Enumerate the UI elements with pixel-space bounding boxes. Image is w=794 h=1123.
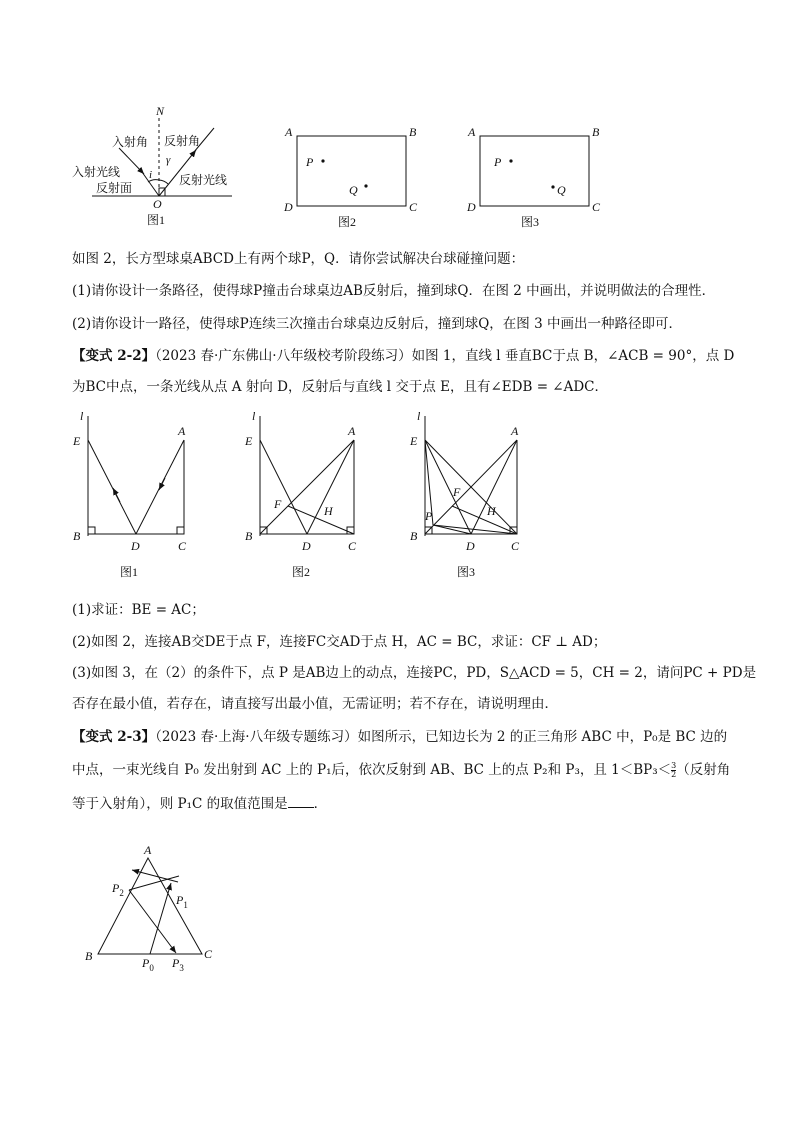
segment-AD xyxy=(307,440,354,534)
variant-2-3-line2-tail: （反射角 xyxy=(676,762,731,778)
segment-DE xyxy=(260,440,307,534)
segment-FC xyxy=(452,506,517,534)
right-angle-B xyxy=(88,527,95,534)
label-B: B xyxy=(73,529,81,543)
label-i: i xyxy=(149,169,153,181)
ray-P2-extra xyxy=(129,876,179,890)
ball-Q xyxy=(551,185,554,188)
part-2: (2)如图 2，连接AB交DE于点 F，连接FC交AD于点 H，AC = BC，求证：CF ⊥ AD； xyxy=(72,634,607,650)
caption-fig1: 图1 xyxy=(120,565,139,579)
arrow-AD xyxy=(159,478,165,490)
variant-2-2-line2: 为BC中点，一条光线从点 A 射向 D，反射后与直线 l 交于点 E，且有∠EDB = ∠ADC． xyxy=(72,379,609,395)
label-C: C xyxy=(348,539,357,553)
right-angle-C xyxy=(177,527,184,534)
ball-P xyxy=(509,159,512,162)
label-P: P xyxy=(306,155,314,169)
fraction-numerator: 3 xyxy=(671,761,677,770)
label-P1-P: P xyxy=(176,893,184,907)
label-H: H xyxy=(487,504,496,518)
fraction-denominator: 2 xyxy=(671,770,677,779)
label-B: B xyxy=(85,949,93,963)
label-P3-sub: 3 xyxy=(179,963,184,973)
reflection-figure-1 xyxy=(64,100,244,230)
label-A: A xyxy=(144,843,152,857)
label-E: E xyxy=(73,434,81,448)
label-F: F xyxy=(274,497,282,511)
label-l: l xyxy=(417,409,421,423)
label-P1-sub: 1 xyxy=(183,900,188,910)
label-C: C xyxy=(511,539,520,553)
label-P0 xyxy=(141,956,154,973)
arrow-DE xyxy=(113,488,120,502)
geometry-figure-1 xyxy=(68,408,198,580)
label-reflect-ray: 反射光线 xyxy=(179,173,228,187)
billiard-figure-2 xyxy=(280,124,430,230)
variant-2-3-line3 xyxy=(72,794,327,814)
incident-ray xyxy=(119,148,144,174)
label-l: l xyxy=(252,409,256,423)
label-C: C xyxy=(592,200,601,214)
table-rect xyxy=(480,136,589,206)
variant-2-3-line2 xyxy=(72,760,730,780)
segment-PD xyxy=(433,525,471,534)
caption-fig2: 图2 xyxy=(338,215,357,229)
segment-AD xyxy=(471,440,517,534)
caption-fig2: 图2 xyxy=(292,565,311,579)
label-Q: Q xyxy=(349,183,358,197)
label-B: B xyxy=(245,529,253,543)
variant-2-3-line1 xyxy=(72,727,727,747)
label-P: P xyxy=(425,509,433,523)
ray-DE xyxy=(88,440,136,534)
label-D: D xyxy=(131,539,140,553)
part-3-line2: 否存在最小值，若存在，请直接写出最小值，无需证明；若不存在，请说明理由． xyxy=(72,696,558,712)
label-surface: 反射面 xyxy=(96,181,133,195)
label-P3-P: P xyxy=(172,956,180,970)
label-D: D xyxy=(284,200,293,214)
label-O: O xyxy=(153,197,162,211)
label-P2-P: P xyxy=(112,881,120,895)
label-E: E xyxy=(245,434,253,448)
label-D: D xyxy=(466,539,475,553)
label-B: B xyxy=(592,125,600,139)
label-incident-ray: 入射光线 xyxy=(72,165,121,179)
variant-2-3-line2-text: 中点，一束光线自 P₀ 发出射到 AC 上的 P₁后，依次反射到 AB、BC 上的点 P₂和 P₃，且 1＜BP₃＜ xyxy=(72,762,672,778)
label-P0-P: P xyxy=(142,956,150,970)
label-incident-angle: 入射角 xyxy=(112,135,149,149)
variant-2-2-tag: 【变式 2-2】 xyxy=(72,348,156,364)
label-P0-sub: 0 xyxy=(149,963,154,973)
ball-P xyxy=(321,159,324,162)
label-P2-sub: 2 xyxy=(119,888,124,898)
question-2: (2)请你设计一路径，使得球P连续三次撞击台球桌边反射后，撞到球Q，在图 3 中画出一种路径即可． xyxy=(72,316,682,332)
label-D: D xyxy=(302,539,311,553)
geometry-figure-3 xyxy=(405,408,535,580)
ball-Q xyxy=(364,184,367,187)
label-Q: Q xyxy=(557,183,566,197)
label-P1 xyxy=(175,893,188,910)
label-E: E xyxy=(410,434,418,448)
label-C: C xyxy=(204,947,213,961)
label-B: B xyxy=(410,529,418,543)
variant-2-3-text: （2023 春·上海·八年级专题练习）如图所示，已知边长为 2 的正三角形 ABC 中，P₀是 BC 边的 xyxy=(155,729,728,745)
label-D: D xyxy=(467,200,476,214)
answer-blank[interactable] xyxy=(288,795,314,808)
triangle-figure xyxy=(80,840,230,980)
label-P2 xyxy=(111,881,124,898)
label-C: C xyxy=(409,200,418,214)
intro-text: 如图 2，长方型球桌ABCD上有两个球P，Q．请你尝试解决台球碰撞问题： xyxy=(72,251,525,267)
part-3-line1: (3)如图 3，在（2）的条件下，点 P 是AB边上的动点，连接PC，PD，S△ACD = 5，CH = 2，请问PC + PD是 xyxy=(72,665,757,681)
part-1: (1)求证：BE = AC； xyxy=(72,602,205,618)
caption-fig3: 图3 xyxy=(457,565,476,579)
label-A: A xyxy=(468,125,476,139)
label-H: H xyxy=(324,504,333,518)
label-B: B xyxy=(409,125,417,139)
label-A: A xyxy=(348,424,356,438)
label-reflect-angle: 反射角 xyxy=(164,134,201,148)
variant-2-2-line1 xyxy=(72,346,734,366)
label-P3 xyxy=(171,956,184,973)
variant-2-2-text: （2023 春·广东佛山·八年级校考阶段练习）如图 1，直线 l 垂直BC于点 B，∠ACB = 90°，点 D xyxy=(155,348,735,364)
geometry-figure-2 xyxy=(240,408,370,580)
label-A: A xyxy=(511,424,519,438)
ray-P2P3 xyxy=(129,890,176,953)
billiard-figure-3 xyxy=(463,124,613,230)
label-N: N xyxy=(156,104,165,118)
angle-arc-r xyxy=(159,180,168,184)
segment-AB xyxy=(260,440,354,534)
label-l: l xyxy=(80,409,84,423)
label-A: A xyxy=(285,125,293,139)
variant-2-3-line3-text: 等于入射角），则 P₁C 的取值范围是 xyxy=(72,796,288,812)
variant-2-3-line3-end: ． xyxy=(313,796,328,812)
caption-fig3: 图3 xyxy=(521,215,540,229)
label-P: P xyxy=(494,155,502,169)
ray-P0P1 xyxy=(150,883,171,954)
label-A: A xyxy=(178,424,186,438)
variant-2-3-tag: 【变式 2-3】 xyxy=(72,729,156,745)
question-1: (1)请你设计一条路径，使得球P撞击台球桌边AB反射后，撞到球Q．在图 2 中画出，并说明做法的合理性． xyxy=(72,283,716,299)
label-F: F xyxy=(453,485,461,499)
label-gamma: γ xyxy=(166,154,171,166)
label-C: C xyxy=(178,539,187,553)
caption-fig1: 图1 xyxy=(147,213,166,227)
segment-FC xyxy=(288,506,354,534)
